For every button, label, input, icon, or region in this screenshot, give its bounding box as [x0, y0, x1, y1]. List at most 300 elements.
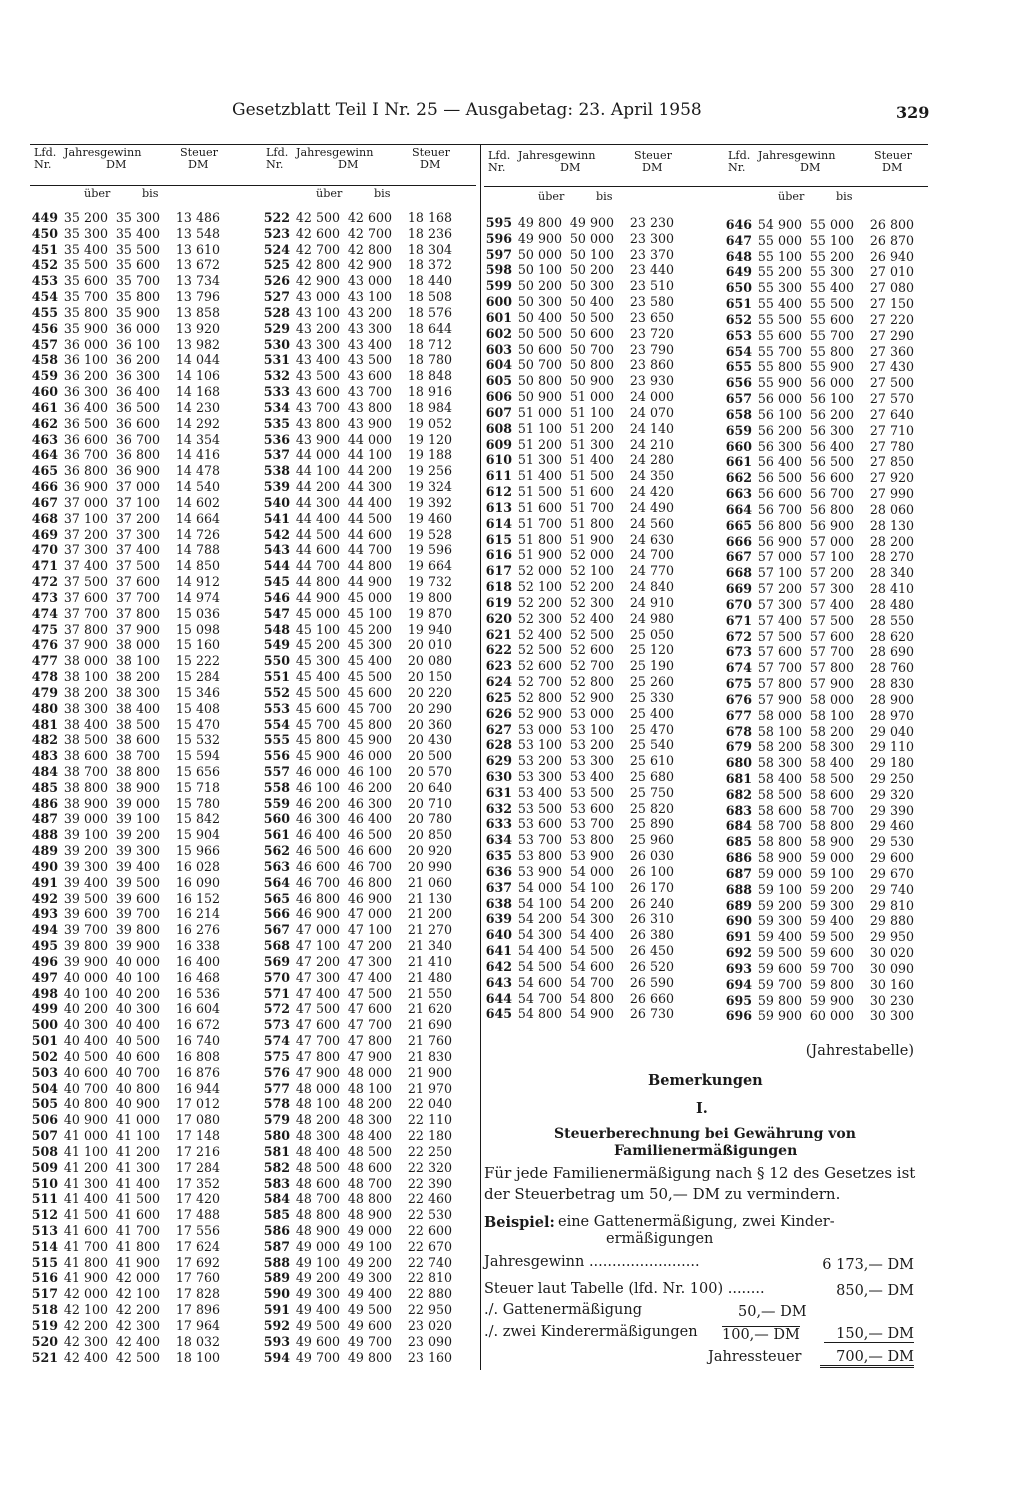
- income-to: 44 700: [347, 542, 392, 558]
- income-to: 36 800: [115, 447, 160, 463]
- table-column-1: [30, 146, 230, 1365]
- row-number: 632: [485, 800, 512, 816]
- income-from: 43 100: [295, 304, 340, 320]
- income-to: 39 500: [115, 874, 160, 890]
- tax-amount: 22 390: [407, 1175, 452, 1191]
- row-number: 696: [725, 1008, 752, 1024]
- table-row: [262, 1302, 462, 1318]
- table-row: [484, 991, 684, 1007]
- income-to: 37 700: [115, 589, 160, 605]
- income-to: 44 100: [347, 447, 392, 463]
- table-row: [724, 882, 924, 898]
- income-to: 56 300: [809, 422, 854, 438]
- table-row: [484, 658, 684, 674]
- income-from: 36 700: [63, 447, 108, 463]
- tax-amount: 23 160: [407, 1349, 452, 1365]
- income-from: 55 800: [757, 359, 802, 375]
- row-number: 636: [485, 863, 512, 879]
- table-row: [484, 215, 684, 231]
- header-tax-unit: DM: [882, 161, 903, 174]
- income-to: 47 000: [347, 906, 392, 922]
- income-from: 56 200: [757, 422, 802, 438]
- income-to: 39 700: [115, 906, 160, 922]
- tax-amount: 22 040: [407, 1096, 452, 1112]
- tax-amount: 16 214: [175, 906, 220, 922]
- row-number: 657: [725, 391, 752, 407]
- income-from: 57 400: [757, 612, 802, 628]
- income-to: 48 300: [347, 1112, 392, 1128]
- page-number: 329: [896, 103, 930, 122]
- table-row: [30, 701, 230, 717]
- income-from: 37 800: [63, 621, 108, 637]
- tax-amount: 21 970: [407, 1080, 452, 1096]
- income-to: 39 600: [115, 890, 160, 906]
- tax-value: 850,— DM: [836, 1283, 914, 1299]
- header-tax: Steuer: [180, 146, 218, 159]
- tax-amount: 22 880: [407, 1286, 452, 1302]
- income-to: 42 800: [347, 241, 392, 257]
- row-number: 671: [725, 612, 752, 628]
- income-to: 50 500: [569, 309, 614, 325]
- tax-amount: 21 410: [407, 953, 452, 969]
- row-number: 633: [485, 816, 512, 832]
- table-row: [30, 337, 230, 353]
- income-from: 54 300: [517, 927, 562, 943]
- income-from: 46 200: [295, 795, 340, 811]
- income-from: 56 500: [757, 470, 802, 486]
- tax-amount: 14 664: [175, 510, 220, 526]
- tax-amount: 13 858: [175, 304, 220, 320]
- tax-amount: 14 726: [175, 526, 220, 542]
- tax-amount: 17 216: [175, 1143, 220, 1159]
- row-number: 577: [263, 1080, 290, 1096]
- income-to: 44 900: [347, 574, 392, 590]
- row-number: 624: [485, 674, 512, 690]
- table-row: [484, 342, 684, 358]
- income-from: 45 300: [295, 653, 340, 669]
- row-number: 562: [263, 843, 290, 859]
- tax-amount: 24 630: [629, 531, 674, 547]
- tax-amount: 25 750: [629, 784, 674, 800]
- income-from: 56 600: [757, 486, 802, 502]
- subheader-to: bis: [142, 187, 159, 200]
- income-to: 37 900: [115, 621, 160, 637]
- income-from: 46 500: [295, 843, 340, 859]
- row-number: 548: [263, 621, 290, 637]
- income-to: 38 100: [115, 653, 160, 669]
- row-number: 667: [725, 549, 752, 565]
- income-from: 54 100: [517, 895, 562, 911]
- income-to: 55 800: [809, 343, 854, 359]
- table-row: [262, 368, 462, 384]
- subheader-from: über: [84, 187, 111, 200]
- tax-amount: 27 640: [869, 406, 914, 422]
- row-number: 618: [485, 579, 512, 595]
- table-row: [484, 563, 684, 579]
- tax-amount: 28 760: [869, 660, 914, 676]
- table-row: [30, 527, 230, 543]
- income-from: 51 300: [517, 452, 562, 468]
- income-label: Jahresgewinn ........................: [484, 1254, 700, 1270]
- row-number: 620: [485, 610, 512, 626]
- table-row: [262, 954, 462, 970]
- income-from: 48 400: [295, 1143, 340, 1159]
- row-number: 651: [725, 296, 752, 312]
- income-to: 44 200: [347, 463, 392, 479]
- tax-amount: 22 250: [407, 1143, 452, 1159]
- tax-amount: 23 720: [629, 325, 674, 341]
- table-row: [262, 1128, 462, 1144]
- tax-amount: 29 530: [869, 834, 914, 850]
- income-to: 44 600: [347, 526, 392, 542]
- table-row: [262, 796, 462, 812]
- header-income-unit: DM: [106, 158, 127, 171]
- income-from: 41 600: [63, 1223, 108, 1238]
- row-number: 490: [31, 858, 58, 874]
- table-row: [484, 816, 684, 832]
- row-number: 598: [485, 262, 512, 278]
- table-row: [484, 642, 684, 658]
- tax-amount: 20 430: [407, 732, 452, 748]
- table-row: [262, 1270, 462, 1286]
- income-to: 54 700: [569, 974, 614, 990]
- tax-amount: 21 060: [407, 874, 452, 890]
- income-from: 46 400: [295, 827, 340, 843]
- table-row: [262, 242, 462, 258]
- row-number: 640: [485, 927, 512, 943]
- table-row: [484, 674, 684, 690]
- header-rule-right: [484, 186, 928, 187]
- income-from: 43 600: [295, 384, 340, 400]
- income-from: 51 200: [517, 436, 562, 452]
- header-lfd: Lfd.: [488, 149, 511, 162]
- table-row: [262, 891, 462, 907]
- income-from: 44 200: [295, 479, 340, 495]
- income-to: 58 500: [809, 770, 854, 786]
- table-row: [262, 447, 462, 463]
- income-from: 55 500: [757, 311, 802, 327]
- row-number: 596: [485, 230, 512, 246]
- tax-amount: 18 644: [407, 320, 452, 336]
- row-number: 528: [263, 304, 290, 320]
- table-row: [30, 495, 230, 511]
- tax-amount: 18 372: [407, 257, 452, 273]
- income-from: 39 200: [63, 843, 108, 859]
- income-from: 42 600: [295, 225, 340, 241]
- tax-amount: 27 920: [869, 470, 914, 486]
- table-row: [724, 359, 924, 375]
- row-number: 456: [31, 320, 58, 336]
- income-from: 53 300: [517, 768, 562, 784]
- income-to: 43 800: [347, 399, 392, 415]
- income-from: 48 300: [295, 1128, 340, 1144]
- income-from: 39 500: [63, 890, 108, 906]
- table-row: [724, 233, 924, 249]
- table-row: [262, 685, 462, 701]
- table-row: [30, 653, 230, 669]
- income-from: 38 200: [63, 684, 108, 700]
- tax-amount: 13 548: [175, 225, 220, 241]
- header-income-unit: DM: [338, 158, 359, 171]
- income-to: 46 700: [347, 858, 392, 874]
- tax-amount: 23 510: [629, 278, 674, 294]
- tax-amount: 15 780: [175, 795, 220, 811]
- income-from: 54 900: [757, 217, 802, 232]
- income-to: 58 800: [809, 818, 854, 834]
- tax-amount: 21 480: [407, 969, 452, 985]
- row-number: 535: [263, 415, 290, 431]
- income-from: 40 700: [63, 1080, 108, 1096]
- row-number: 692: [725, 945, 752, 961]
- table-row: [262, 511, 462, 527]
- income-to: 58 900: [809, 834, 854, 850]
- income-from: 50 600: [517, 341, 562, 357]
- income-from: 53 200: [517, 753, 562, 769]
- row-number: 688: [725, 881, 752, 897]
- table-row: [30, 859, 230, 875]
- income-from: 59 600: [757, 960, 802, 976]
- income-from: 39 600: [63, 906, 108, 922]
- tax-amount: 21 900: [407, 1064, 452, 1080]
- row-number: 537: [263, 447, 290, 463]
- income-from: 37 200: [63, 526, 108, 542]
- row-number: 545: [263, 574, 290, 590]
- income-to: 36 300: [115, 368, 160, 384]
- row-number: 564: [263, 874, 290, 890]
- table-row: [484, 864, 684, 880]
- table-row: [262, 479, 462, 495]
- table-row: [484, 373, 684, 389]
- tax-amount: 16 876: [175, 1064, 220, 1080]
- income-to: 56 200: [809, 406, 854, 422]
- income-to: 52 600: [569, 642, 614, 658]
- income-from: 50 100: [517, 262, 562, 278]
- income-from: 50 500: [517, 325, 562, 341]
- row-number: 583: [263, 1175, 290, 1191]
- income-from: 43 000: [295, 289, 340, 305]
- row-number: 502: [31, 1048, 58, 1064]
- tax-amount: 19 120: [407, 431, 452, 447]
- table-row: [30, 289, 230, 305]
- income-to: 50 200: [569, 262, 614, 278]
- income-to: 48 900: [347, 1207, 392, 1223]
- table-row: [262, 669, 462, 685]
- table-row: [484, 832, 684, 848]
- income-to: 54 400: [569, 927, 614, 943]
- table-row: [30, 368, 230, 384]
- header-income: Jahresgewinn: [518, 149, 596, 162]
- income-from: 39 400: [63, 874, 108, 890]
- tax-amount: 29 600: [869, 850, 914, 866]
- tax-amount: 16 028: [175, 858, 220, 874]
- row-number: 464: [31, 447, 58, 463]
- row-number: 511: [31, 1191, 58, 1207]
- income-to: 38 300: [115, 684, 160, 700]
- tax-amount: 18 100: [175, 1349, 220, 1365]
- income-to: 58 000: [809, 691, 854, 707]
- table-row: [30, 622, 230, 638]
- table-row: [724, 249, 924, 265]
- income-to: 43 300: [347, 320, 392, 336]
- income-to: 40 300: [115, 1001, 160, 1017]
- header-tax-unit: DM: [642, 161, 663, 174]
- table-row: [30, 226, 230, 242]
- tax-amount: 20 710: [407, 795, 452, 811]
- table-row: [724, 454, 924, 470]
- income-from: 54 700: [517, 990, 562, 1006]
- table-row: [262, 811, 462, 827]
- tax-amount: 16 468: [175, 969, 220, 985]
- tax-amount: 20 220: [407, 684, 452, 700]
- tax-amount: 18 712: [407, 336, 452, 352]
- tax-amount: 16 276: [175, 922, 220, 938]
- tax-amount: 16 740: [175, 1033, 220, 1049]
- table-row: [484, 247, 684, 263]
- table-row: [30, 1318, 230, 1334]
- remarks-paragraph-2: der Steuerbetrag um 50,— DM zu vermindern.: [484, 1185, 841, 1203]
- row-number: 604: [485, 357, 512, 373]
- income-to: 37 200: [115, 510, 160, 526]
- table-row: [262, 210, 462, 226]
- income-to: 56 000: [809, 375, 854, 391]
- header-tax: Steuer: [412, 146, 450, 159]
- row-number: 488: [31, 827, 58, 843]
- income-from: 44 000: [295, 447, 340, 463]
- income-from: 59 100: [757, 881, 802, 897]
- row-number: 615: [485, 531, 512, 547]
- tax-amount: 26 870: [869, 232, 914, 248]
- tax-amount: 28 200: [869, 533, 914, 549]
- income-from: 41 100: [63, 1143, 108, 1159]
- tax-amount: 18 916: [407, 384, 452, 400]
- row-number: 675: [725, 676, 752, 692]
- table-row: [30, 811, 230, 827]
- income-to: 52 800: [569, 674, 614, 690]
- income-from: 58 100: [757, 723, 802, 739]
- income-from: 47 000: [295, 922, 340, 938]
- table-row: [30, 1144, 230, 1160]
- income-to: 59 400: [809, 913, 854, 929]
- row-number: 576: [263, 1064, 290, 1080]
- tax-amount: 14 540: [175, 479, 220, 495]
- remarks-subheading-1: Steuerberechnung bei Gewährung von: [554, 1126, 856, 1142]
- tax-amount: 17 488: [175, 1207, 220, 1223]
- table-rows: [724, 217, 924, 1024]
- tax-amount: 28 340: [869, 565, 914, 581]
- tax-amount: 28 550: [869, 612, 914, 628]
- row-number: 521: [31, 1349, 58, 1365]
- row-number: 689: [725, 897, 752, 913]
- income-from: 53 000: [517, 721, 562, 737]
- tax-amount: 20 080: [407, 653, 452, 669]
- row-number: 499: [31, 1001, 58, 1017]
- row-number: 668: [725, 565, 752, 581]
- table-row: [724, 375, 924, 391]
- income-to: 53 100: [569, 721, 614, 737]
- row-number: 646: [725, 217, 752, 232]
- income-from: 44 800: [295, 574, 340, 590]
- income-to: 49 600: [347, 1317, 392, 1333]
- income-from: 36 900: [63, 479, 108, 495]
- children-reduction-label: ./. zwei Kinderermäßigungen: [484, 1324, 698, 1340]
- row-number: 655: [725, 359, 752, 375]
- income-from: 37 700: [63, 605, 108, 621]
- tax-amount: 21 830: [407, 1048, 452, 1064]
- row-number: 614: [485, 515, 512, 531]
- income-to: 39 800: [115, 922, 160, 938]
- header-income-unit: DM: [800, 161, 821, 174]
- tax-amount: 19 256: [407, 463, 452, 479]
- row-number: 690: [725, 913, 752, 929]
- income-from: 37 400: [63, 558, 108, 574]
- row-number: 518: [31, 1302, 58, 1318]
- income-from: 39 700: [63, 922, 108, 938]
- income-from: 39 000: [63, 811, 108, 827]
- income-to: 59 700: [809, 960, 854, 976]
- header-nr: Nr.: [34, 158, 52, 171]
- tax-amount: 30 160: [869, 976, 914, 992]
- income-from: 36 300: [63, 384, 108, 400]
- header-nr: Nr.: [728, 161, 746, 174]
- tax-amount: 23 580: [629, 294, 674, 310]
- income-to: 47 900: [347, 1048, 392, 1064]
- row-number: 566: [263, 906, 290, 922]
- table-row: [484, 405, 684, 421]
- income-from: 53 900: [517, 863, 562, 879]
- income-from: 45 800: [295, 732, 340, 748]
- income-to: 57 600: [809, 628, 854, 644]
- income-to: 52 300: [569, 594, 614, 610]
- income-to: 49 100: [347, 1238, 392, 1254]
- income-from: 43 700: [295, 399, 340, 415]
- row-number: 682: [725, 786, 752, 802]
- income-to: 49 400: [347, 1286, 392, 1302]
- income-to: 35 400: [115, 225, 160, 241]
- row-number: 478: [31, 669, 58, 685]
- tax-amount: 22 670: [407, 1238, 452, 1254]
- row-number: 616: [485, 547, 512, 563]
- income-to: 52 500: [569, 626, 614, 642]
- income-to: 57 200: [809, 565, 854, 581]
- table-row: [484, 437, 684, 453]
- row-number: 676: [725, 691, 752, 707]
- table-row: [262, 1081, 462, 1097]
- subheader-from: über: [316, 187, 343, 200]
- table-rows: [30, 210, 230, 1365]
- tax-amount: 18 576: [407, 304, 452, 320]
- table-row: [484, 1006, 684, 1022]
- tax-amount: 21 690: [407, 1017, 452, 1033]
- row-number: 468: [31, 510, 58, 526]
- row-number: 590: [263, 1286, 290, 1302]
- tax-amount: 18 984: [407, 399, 452, 415]
- table-row: [262, 1065, 462, 1081]
- income-to: 46 300: [347, 795, 392, 811]
- tax-amount: 13 486: [175, 210, 220, 225]
- row-number: 495: [31, 938, 58, 954]
- row-number: 643: [485, 974, 512, 990]
- row-number: 599: [485, 278, 512, 294]
- tax-amount: 23 020: [407, 1317, 452, 1333]
- row-number: 493: [31, 906, 58, 922]
- tax-label: Steuer laut Tabelle (lfd. Nr. 100) ........: [484, 1281, 765, 1297]
- table-row: [724, 834, 924, 850]
- income-from: 36 500: [63, 415, 108, 431]
- income-from: 55 700: [757, 343, 802, 359]
- annual-tax-label: Jahressteuer: [708, 1349, 802, 1365]
- table-row: [724, 676, 924, 692]
- tax-amount: 28 480: [869, 596, 914, 612]
